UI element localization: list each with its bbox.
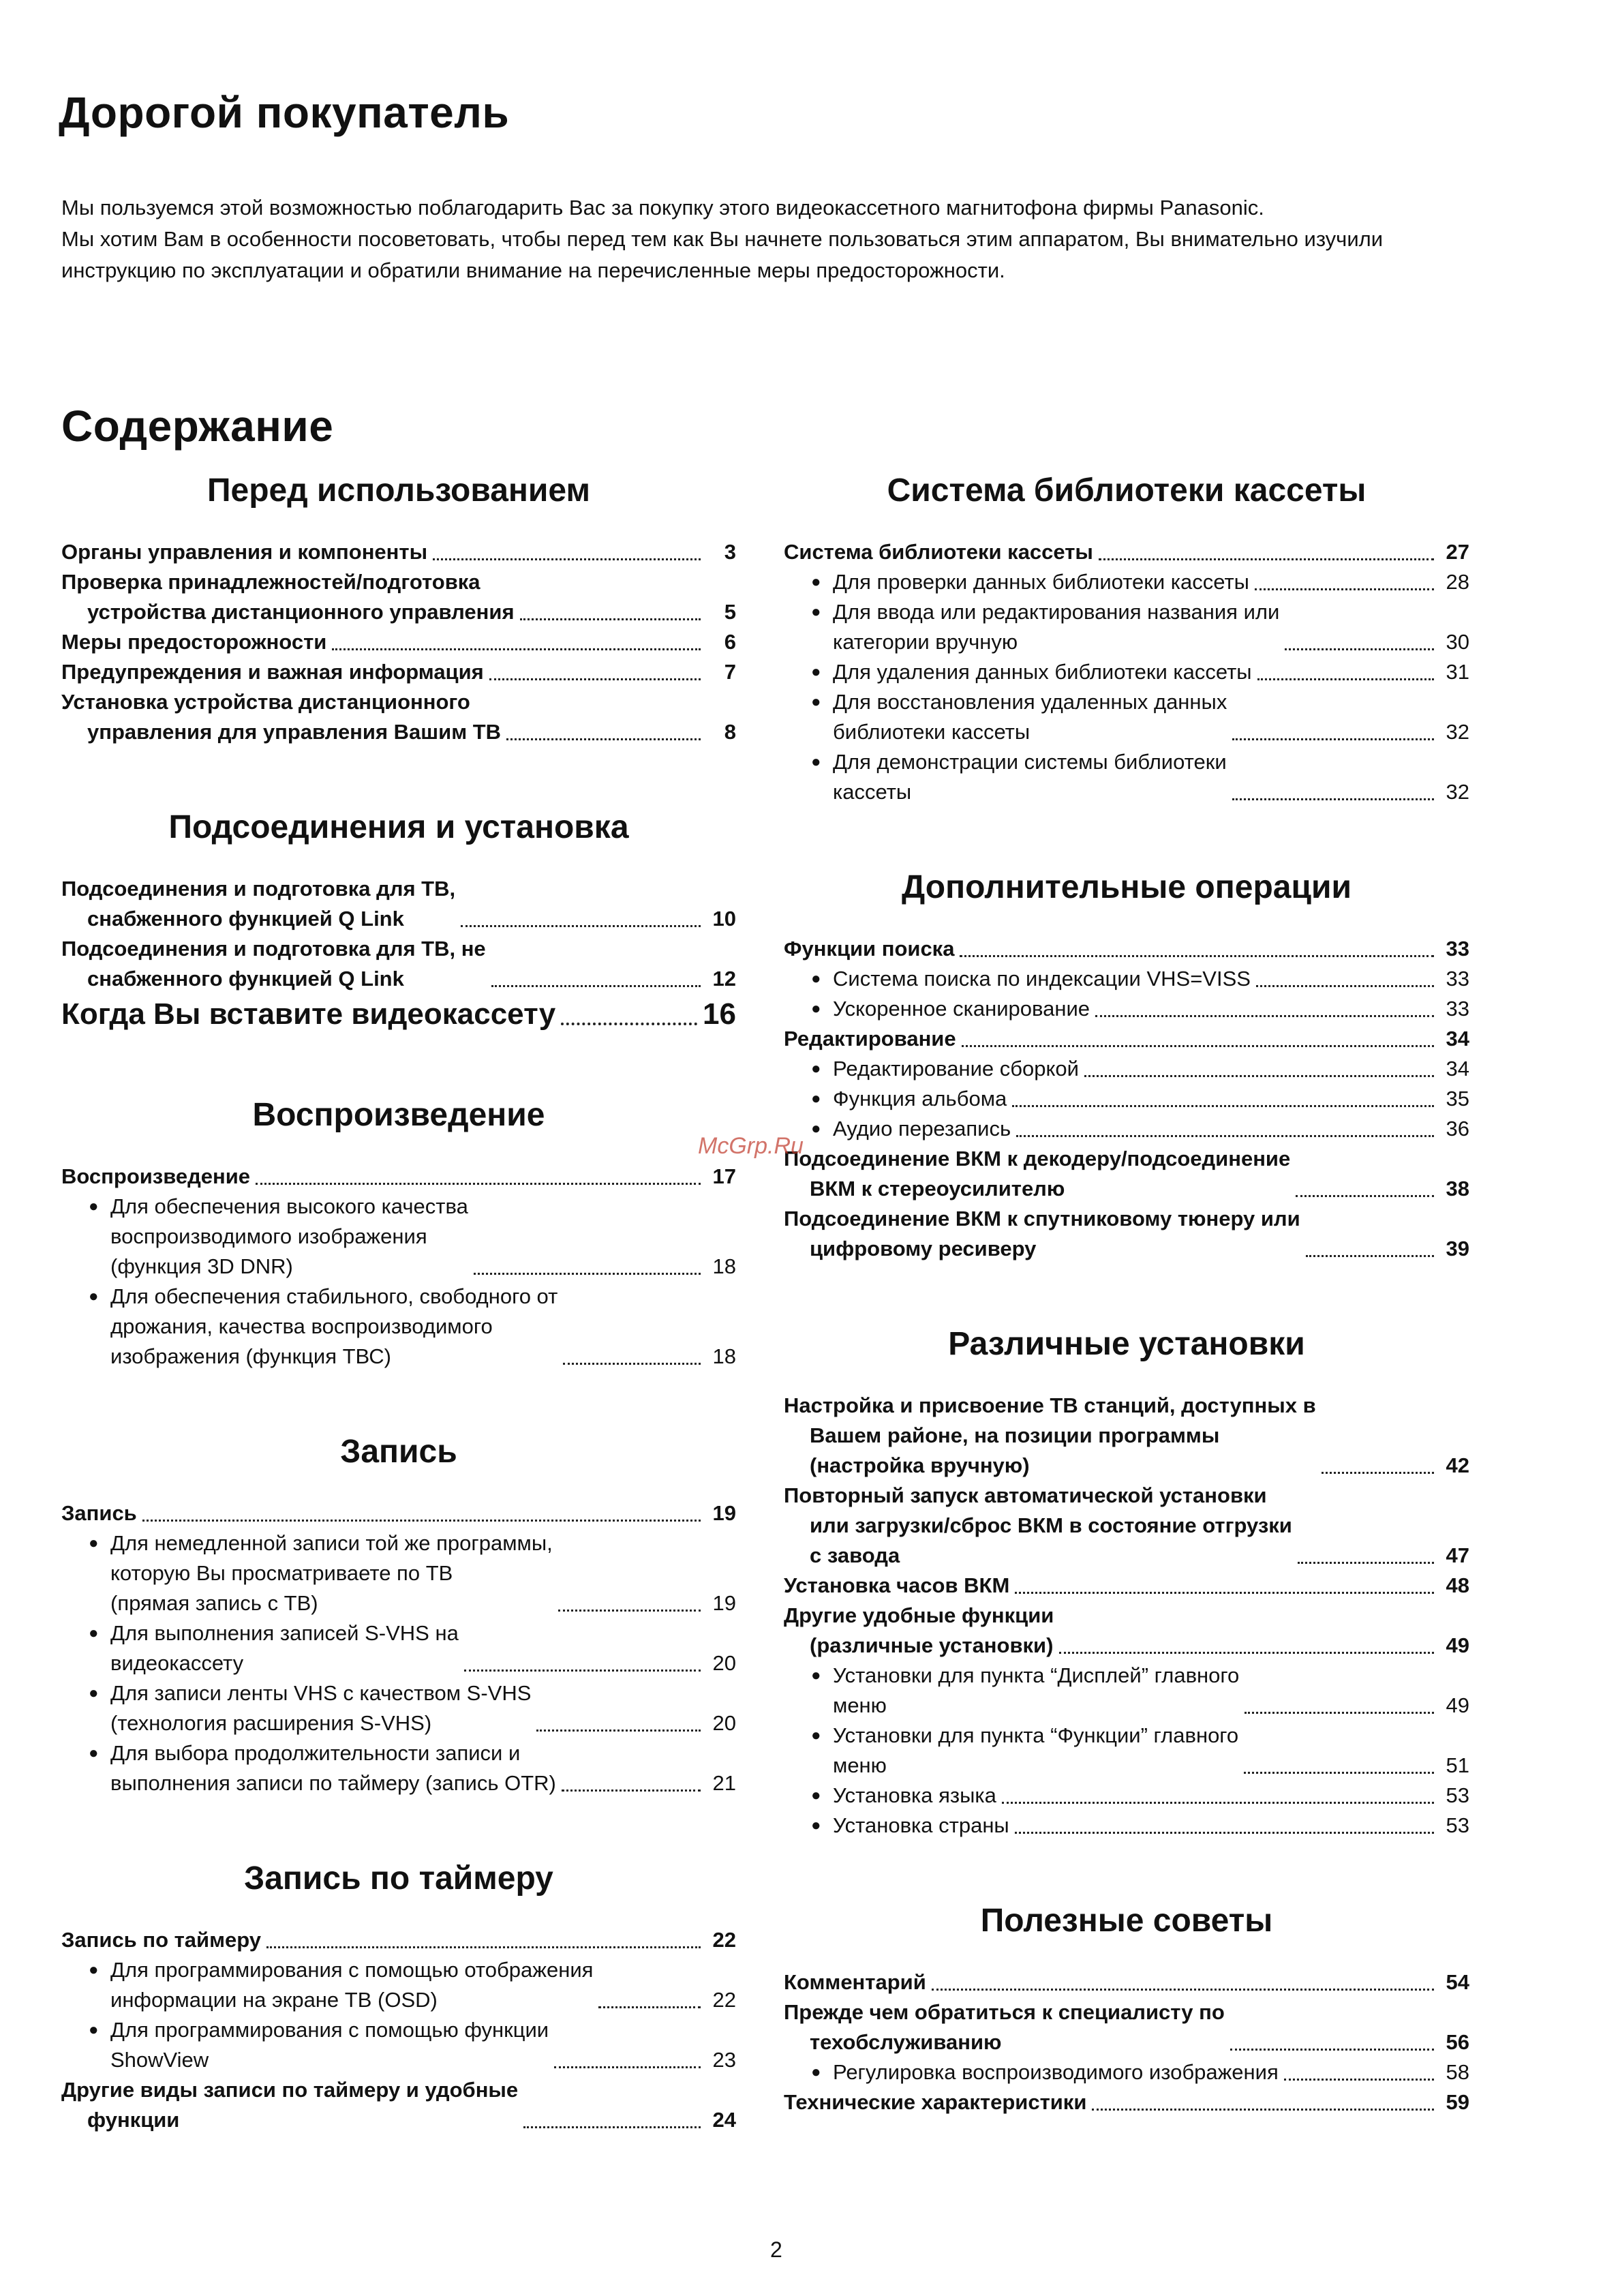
dot-leader — [1092, 2109, 1434, 2111]
toc-entry[interactable] — [784, 1024, 1469, 1054]
dot-leader — [558, 1610, 701, 1612]
toc-entry-page: 28 — [1446, 570, 1469, 594]
toc-entry-text: ● Установки для пункта “Функции” главного меню — [811, 1721, 1238, 1781]
watermark: McGrp.Ru — [698, 1133, 804, 1159]
dot-leader — [932, 1989, 1434, 1991]
toc-entry[interactable] — [784, 1967, 1469, 1997]
toc-entry[interactable] — [784, 1144, 1469, 1204]
toc-entry-page: 58 — [1446, 2060, 1469, 2084]
dot-leader — [474, 1273, 701, 1275]
toc-entry-page: 56 — [1446, 2030, 1469, 2054]
dot-leader — [1012, 1105, 1434, 1107]
contents-left-column — [61, 470, 736, 2135]
toc-entry-text: Воспроизведение — [61, 1164, 251, 1188]
toc-entry-page: 34 — [1446, 1057, 1469, 1081]
toc-section-title: Система библиотеки кассеты — [887, 472, 1367, 509]
toc-entry[interactable] — [61, 934, 736, 994]
toc-section — [784, 867, 1469, 1264]
welcome-paragraph-1: Мы пользуемся этой возможностью поблагодарить Вас за покупку этого видеокассетного магнитофона фирмы Panasonic. — [61, 196, 1264, 220]
toc-entry-page: 18 — [712, 1344, 736, 1368]
toc-entry-page: 35 — [1446, 1087, 1469, 1111]
toc-entry-text: ● Для ввода или редактирования названия или категории вручную — [811, 597, 1279, 657]
toc-entry-text: Система библиотеки кассеты — [784, 540, 1093, 564]
toc-entry-text: ● Установки для пункта “Дисплей” главного меню — [811, 1661, 1239, 1721]
dot-leader — [491, 985, 701, 987]
dot-leader — [1255, 588, 1434, 590]
toc-entry-text: Проверка принадлежностей/подготовка устройства дистанционного управления — [61, 570, 515, 624]
toc-entry-text: ● Для восстановления удаленных данных библиотеки кассеты — [811, 687, 1227, 747]
toc-entry-text: ● Для выполнения записей S-VHS на видеокассету — [89, 1618, 459, 1678]
toc-entry-page: 23 — [712, 2048, 736, 2072]
toc-entry-page: 32 — [1446, 720, 1469, 744]
toc-section — [61, 807, 736, 1035]
toc-entry[interactable] — [784, 1054, 1469, 1084]
toc-entry[interactable] — [784, 657, 1469, 687]
toc-entry-text: Редактирование — [784, 1027, 956, 1051]
dot-leader — [1059, 1652, 1434, 1654]
dot-leader — [1016, 1135, 1434, 1137]
toc-entry-page: 8 — [724, 720, 736, 744]
toc-entry-text: ● Для демонстрации системы библиотеки кассеты — [811, 747, 1227, 807]
toc-entry-text: ● Система поиска по индексации VHS=VISS — [811, 964, 1251, 994]
toc-entry-text: Запись по таймеру — [61, 1928, 262, 1952]
toc-entry[interactable] — [61, 657, 736, 687]
dot-leader — [1296, 1195, 1434, 1197]
toc-entry-text: Меры предосторожности — [61, 630, 327, 654]
toc-entry[interactable] — [61, 537, 736, 567]
toc-entry-text: Органы управления и компоненты — [61, 540, 428, 564]
toc-entry-page: 34 — [1446, 1027, 1469, 1051]
toc-entry-page: 22 — [712, 1988, 736, 2012]
toc-entry-text: Предупреждения и важная информация — [61, 660, 484, 684]
toc-entry[interactable] — [784, 1571, 1469, 1601]
toc-entry-text: Установка часов ВКМ — [784, 1573, 1010, 1597]
toc-entry[interactable] — [784, 934, 1469, 964]
toc-entry-page: 48 — [1446, 1573, 1469, 1597]
toc-entry[interactable] — [61, 994, 736, 1035]
toc-entry-text: ● Для немедленной записи той же программы, которую Вы просматриваете по ТВ (прямая запись с ТВ) — [89, 1528, 553, 1618]
toc-entry[interactable] — [784, 994, 1469, 1024]
welcome-text — [61, 192, 1459, 286]
toc-entry[interactable] — [784, 687, 1469, 747]
dot-leader — [1306, 1255, 1434, 1257]
toc-entry-page: 33 — [1446, 997, 1469, 1021]
toc-entry-page: 20 — [712, 1711, 736, 1735]
toc-entry[interactable] — [61, 627, 736, 657]
toc-entry-page: 36 — [1446, 1117, 1469, 1141]
toc-entry-page: 59 — [1446, 2090, 1469, 2114]
toc-entry-text: Технические характеристики — [784, 2090, 1087, 2114]
toc-entry[interactable] — [784, 1084, 1469, 1114]
toc-entry[interactable] — [784, 597, 1469, 657]
dot-leader — [1015, 1832, 1434, 1834]
toc-entry-text: ● Для выбора продолжительности записи и выполнения записи по таймеру (запись OTR) — [89, 1738, 556, 1798]
toc-entry-page: 24 — [712, 2108, 736, 2132]
toc-entry[interactable] — [784, 537, 1469, 567]
toc-entry-page: 33 — [1446, 937, 1469, 961]
toc-section-title: Дополнительные операции — [902, 869, 1352, 905]
dot-leader — [1095, 1015, 1434, 1017]
toc-entry[interactable] — [784, 1114, 1469, 1144]
toc-entry-page: 49 — [1446, 1633, 1469, 1657]
dot-leader — [1232, 798, 1434, 800]
dot-leader — [520, 618, 701, 620]
toc-entry[interactable] — [784, 1781, 1469, 1811]
toc-entry[interactable] — [61, 1162, 736, 1192]
toc-entry-text: ● Для программирования с помощью отображения информации на экране ТВ (OSD) — [89, 1955, 593, 2015]
toc-entry-page: 20 — [712, 1651, 736, 1675]
dot-leader — [523, 2126, 701, 2128]
toc-entry-text: ● Установка страны — [811, 1811, 1009, 1841]
toc-entry-page: 39 — [1446, 1237, 1469, 1260]
dot-leader — [1284, 2079, 1434, 2081]
toc-section — [61, 470, 736, 747]
toc-entry-text: Функции поиска — [784, 937, 955, 961]
dot-leader — [142, 1520, 701, 1522]
dot-leader — [506, 738, 701, 740]
dot-leader — [1322, 1472, 1434, 1474]
dot-leader — [1257, 678, 1434, 680]
toc-entry-text: Прежде чем обратиться к специалисту по техобслуживанию — [784, 2000, 1225, 2054]
toc-entry[interactable] — [61, 1498, 736, 1528]
toc-entry-text: Комментарий — [784, 1970, 926, 1994]
toc-entry-page: 30 — [1446, 630, 1469, 654]
dot-leader — [464, 1670, 701, 1672]
toc-entry[interactable] — [784, 1481, 1469, 1571]
toc-entry-text: ● Функция альбома — [811, 1084, 1007, 1114]
toc-entry-page: 32 — [1446, 780, 1469, 804]
dot-leader — [1298, 1562, 1434, 1564]
toc-entry-page: 16 — [703, 997, 736, 1031]
dot-leader — [1232, 738, 1434, 740]
toc-entry-page: 42 — [1446, 1453, 1469, 1477]
toc-entry-page: 19 — [712, 1591, 736, 1615]
page-number: 2 — [770, 2237, 782, 2262]
dot-leader — [1002, 1802, 1434, 1804]
toc-entry[interactable] — [784, 1811, 1469, 1841]
toc-entry-page: 54 — [1446, 1970, 1469, 1994]
toc-entry[interactable] — [784, 964, 1469, 994]
dot-leader — [561, 1023, 697, 1025]
toc-entry[interactable] — [61, 1528, 736, 1618]
toc-entry-page: 49 — [1446, 1693, 1469, 1717]
toc-entry-text: ● Регулировка воспроизводимого изображения — [811, 2057, 1279, 2087]
dot-leader — [332, 648, 701, 650]
toc-entry-page: 5 — [724, 600, 736, 624]
toc-entry-text: ● Ускоренное сканирование — [811, 994, 1090, 1024]
toc-entry[interactable] — [784, 1204, 1469, 1264]
toc-section-title: Запись — [340, 1434, 457, 1470]
toc-entry-page: 47 — [1446, 1543, 1469, 1567]
toc-entry-text: ● Для обеспечения стабильного, свободного от дрожания, качества воспроизводимого изображения (функция ТВС) — [89, 1282, 558, 1372]
toc-section — [784, 470, 1469, 807]
dot-leader — [1245, 1712, 1434, 1714]
toc-entry-text: ● Установка языка — [811, 1781, 996, 1811]
toc-section-title: Подсоединения и установка — [168, 809, 629, 845]
welcome-title: Дорогой покупатель — [59, 88, 510, 137]
toc-entry-text: Подсоединение ВКМ к декодеру/подсоединение ВКМ к стереоусилителю — [784, 1147, 1291, 1200]
dot-leader — [563, 1363, 701, 1365]
toc-entry-page: 22 — [712, 1928, 736, 1952]
toc-entry-page: 10 — [712, 907, 736, 931]
toc-entry-page: 18 — [712, 1254, 736, 1278]
toc-entry-page: 7 — [724, 660, 736, 684]
toc-entry-page: 19 — [712, 1501, 736, 1525]
dot-leader — [461, 925, 701, 927]
toc-section — [61, 1432, 736, 1798]
toc-entry-text: ● Для удаления данных библиотеки кассеты — [811, 657, 1252, 687]
toc-entry[interactable] — [784, 2087, 1469, 2117]
toc-entry-text: Подсоединения и подготовка для ТВ, не снабженного функцией Q Link — [61, 937, 486, 991]
dot-leader — [562, 1789, 701, 1792]
toc-entry[interactable] — [61, 1738, 736, 1798]
toc-entry-text: Запись — [61, 1501, 137, 1525]
contents-title: Содержание — [61, 402, 334, 451]
toc-entry-text: Когда Вы вставите видеокассету — [61, 997, 556, 1031]
dot-leader — [489, 678, 701, 680]
toc-section — [784, 1901, 1469, 2117]
dot-leader — [1285, 648, 1434, 650]
toc-entry-page: 21 — [712, 1771, 736, 1795]
toc-entry-page: 31 — [1446, 660, 1469, 684]
toc-entry[interactable] — [61, 567, 736, 627]
toc-entry[interactable] — [61, 1192, 736, 1282]
toc-entry-text: ● Редактирование сборкой — [811, 1054, 1079, 1084]
toc-entry-text: Другие удобные функции (различные установки) — [784, 1603, 1054, 1657]
toc-section — [61, 1095, 736, 1372]
toc-entry[interactable] — [61, 1282, 736, 1372]
toc-section-title: Запись по таймеру — [244, 1860, 553, 1897]
toc-entry-page: 51 — [1446, 1753, 1469, 1777]
toc-entry-text: ● Для записи ленты VHS с качеством S-VHS (технология расширения S-VHS) — [89, 1678, 531, 1738]
toc-entry[interactable] — [784, 1721, 1469, 1781]
toc-entry-text: Установка устройства дистанционного управления для управления Вашим ТВ — [61, 690, 502, 744]
toc-entry-text: ● Для проверки данных библиотеки кассеты — [811, 567, 1249, 597]
toc-entry[interactable] — [784, 1391, 1469, 1481]
toc-entry-text: ● Для обеспечения высокого качества воспроизводимого изображения (функция 3D DNR) — [89, 1192, 468, 1282]
dot-leader — [598, 2006, 701, 2008]
dot-leader — [1015, 1592, 1434, 1594]
toc-entry-page: 3 — [724, 540, 736, 564]
dot-leader — [266, 1946, 701, 1948]
dot-leader — [554, 2066, 701, 2068]
toc-entry-page: 27 — [1446, 540, 1469, 564]
toc-entry[interactable] — [61, 2015, 736, 2075]
toc-entry[interactable] — [61, 1618, 736, 1678]
toc-entry-page: 12 — [712, 967, 736, 991]
toc-entry-text: ● Аудио перезапись — [811, 1114, 1011, 1144]
dot-leader — [1244, 1772, 1434, 1774]
toc-entry[interactable] — [784, 1661, 1469, 1721]
dot-leader — [256, 1183, 701, 1185]
dot-leader — [433, 558, 701, 560]
toc-entry-page: 17 — [712, 1164, 736, 1188]
toc-entry[interactable] — [784, 567, 1469, 597]
toc-entry-page: 6 — [724, 630, 736, 654]
toc-section — [784, 1324, 1469, 1841]
dot-leader — [1084, 1075, 1434, 1077]
toc-entry-text: Подсоединение ВКМ к спутниковому тюнеру или цифровому ресиверу — [784, 1207, 1300, 1260]
dot-leader — [960, 955, 1434, 957]
toc-entry-text: Другие виды записи по таймеру и удобные функции — [61, 2078, 519, 2132]
toc-entry[interactable] — [784, 2057, 1469, 2087]
toc-entry-page: 53 — [1446, 1783, 1469, 1807]
welcome-paragraph-2: Мы хотим Вам в особенности посоветовать, чтобы перед тем как Вы начнете пользоваться этим аппаратом, Вы внимательно изучили инструкцию по эксплуатации и обратили внимание на перечисленные меры предосторожности. — [61, 227, 1384, 282]
dot-leader — [962, 1045, 1434, 1047]
toc-entry[interactable] — [784, 1997, 1469, 2057]
toc-section — [61, 1858, 736, 2135]
toc-entry[interactable] — [61, 687, 736, 747]
toc-section-title: Перед использованием — [207, 472, 590, 509]
toc-entry-page: 53 — [1446, 1813, 1469, 1837]
toc-section-title: Полезные советы — [980, 1903, 1273, 1939]
toc-entry-text: Повторный запуск автоматической установки или загрузки/сброс ВКМ в состояние отгрузки с завода — [784, 1483, 1292, 1567]
toc-entry[interactable] — [61, 1678, 736, 1738]
toc-entry-text: Настройка и присвоение ТВ станций, доступных в Вашем районе, на позиции программы (настройка вручную) — [784, 1393, 1316, 1477]
toc-entry[interactable] — [61, 1925, 736, 1955]
toc-entry[interactable] — [784, 747, 1469, 807]
toc-section-title: Различные установки — [948, 1326, 1305, 1362]
toc-entry[interactable] — [61, 874, 736, 934]
dot-leader — [1256, 985, 1434, 987]
dot-leader — [1099, 558, 1434, 560]
toc-entry-page: 38 — [1446, 1177, 1469, 1200]
contents-right-column — [784, 470, 1469, 2117]
toc-entry[interactable] — [61, 2075, 736, 2135]
toc-entry[interactable] — [61, 1955, 736, 2015]
toc-entry[interactable] — [784, 1601, 1469, 1661]
toc-entry-text: Подсоединения и подготовка для ТВ, снабженного функцией Q Link — [61, 877, 456, 931]
toc-entry-page: 33 — [1446, 967, 1469, 991]
dot-leader — [536, 1729, 701, 1732]
toc-section-title: Воспроизведение — [252, 1097, 545, 1133]
toc-entry-text: ● Для программирования с помощью функции ShowView — [89, 2015, 549, 2075]
dot-leader — [1230, 2049, 1434, 2051]
